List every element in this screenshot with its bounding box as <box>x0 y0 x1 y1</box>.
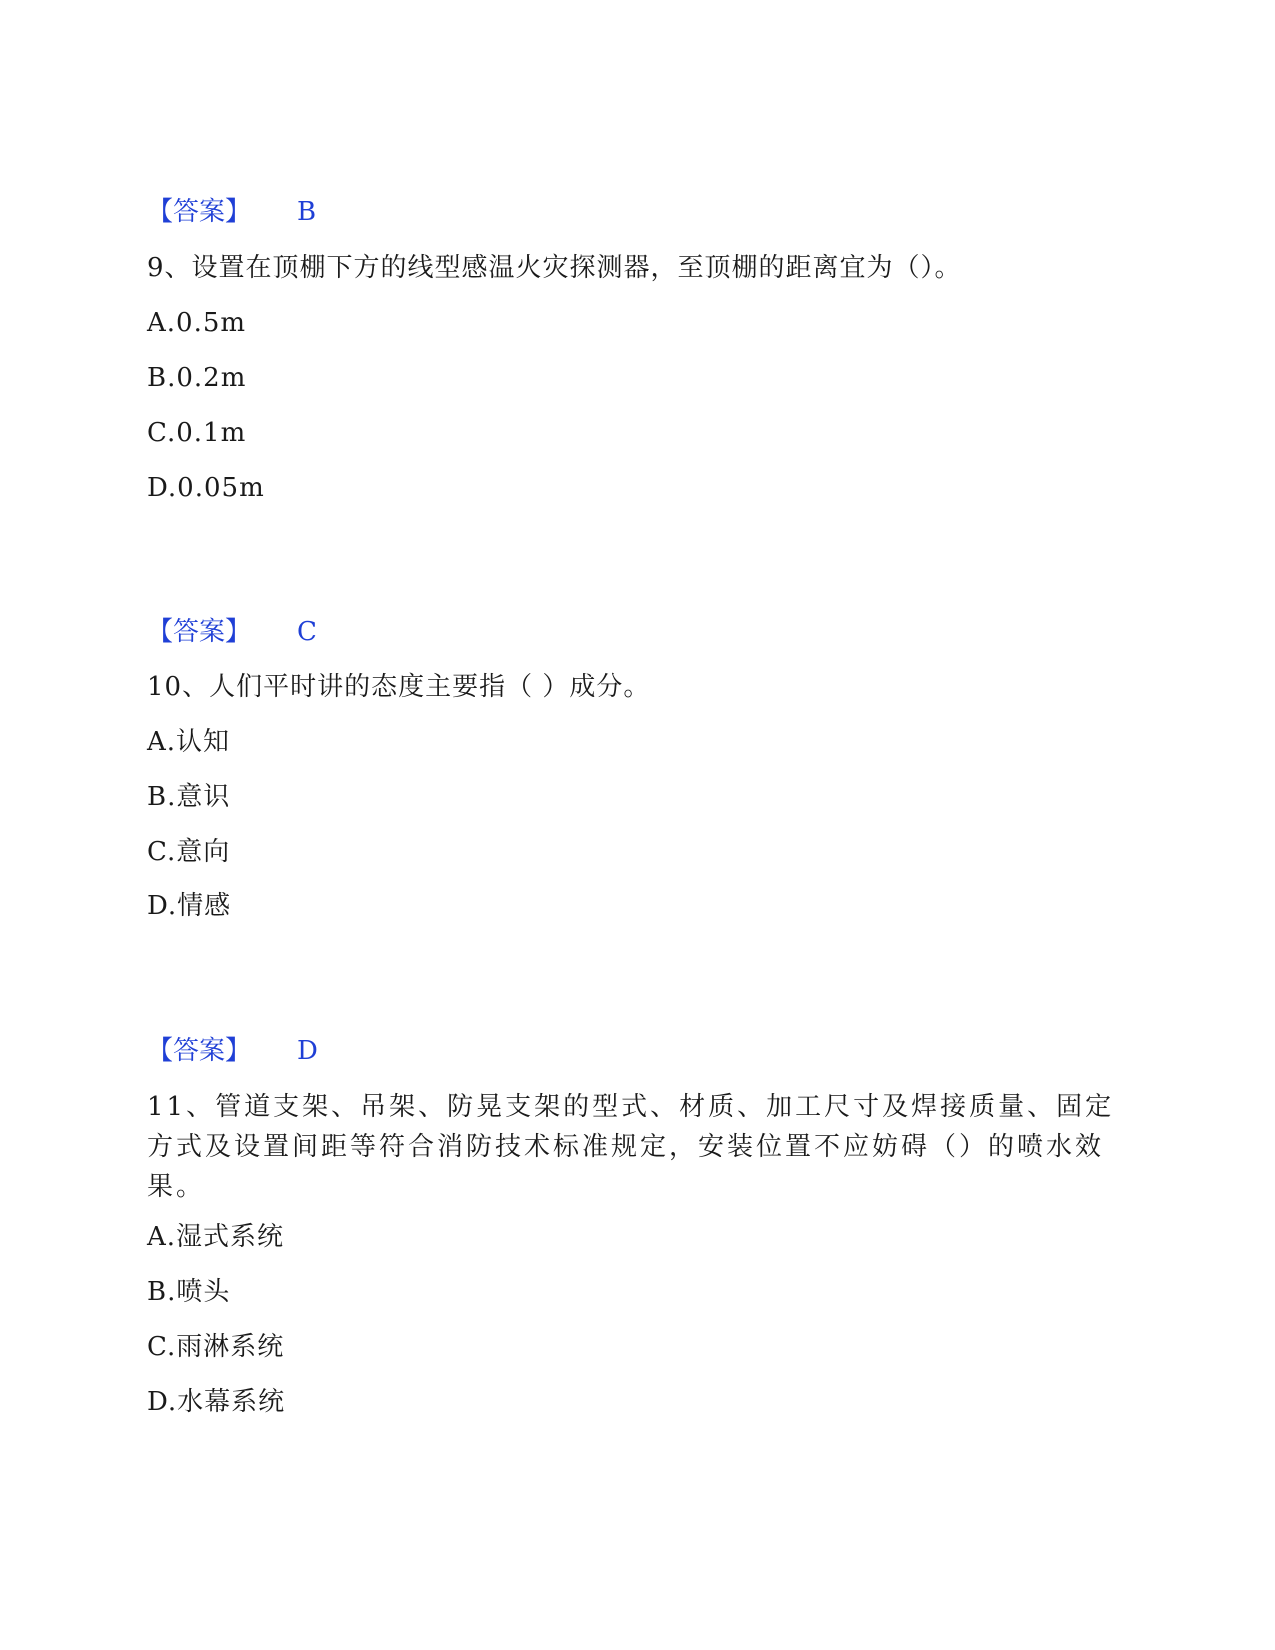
answer-label: 【答案】 <box>147 617 252 647</box>
answer-value: D <box>297 1036 319 1066</box>
question-text: 10、人们平时讲的态度主要指（ ）成分。 <box>147 672 651 702</box>
option-b: B.0.2m <box>147 363 247 393</box>
answer-value: C <box>297 617 318 647</box>
option-d: D.0.05m <box>147 473 265 503</box>
option-a: A.湿式系统 <box>147 1222 285 1252</box>
answer-label: 【答案】 <box>147 1036 252 1066</box>
question-text: 11、管道支架、吊架、防晃支架的型式、材质、加工尺寸及焊接质量、固定方式及设置间距等符合消防技术标准规定，安装位置不应妨碍（）的喷水效果。 <box>147 1092 1115 1202</box>
answer-line <box>147 1035 319 1067</box>
option-c: C.0.1m <box>147 418 247 448</box>
option-c: C.意向 <box>147 837 231 867</box>
option-a: A.0.5m <box>147 308 247 338</box>
option-b: B.意识 <box>147 782 231 812</box>
question-text: 9、设置在顶棚下方的线型感温火灾探测器，至顶棚的距离宜为（）。 <box>147 253 962 283</box>
option-d: D.情感 <box>147 891 232 921</box>
option-b: B.喷头 <box>147 1277 231 1307</box>
answer-label: 【答案】 <box>147 197 252 227</box>
answer-value: B <box>297 197 318 227</box>
option-a: A.认知 <box>147 727 231 757</box>
answer-line <box>147 616 318 648</box>
answer-line <box>147 196 317 228</box>
option-c: C.雨淋系统 <box>147 1332 285 1362</box>
option-d: D.水幕系统 <box>147 1387 286 1417</box>
